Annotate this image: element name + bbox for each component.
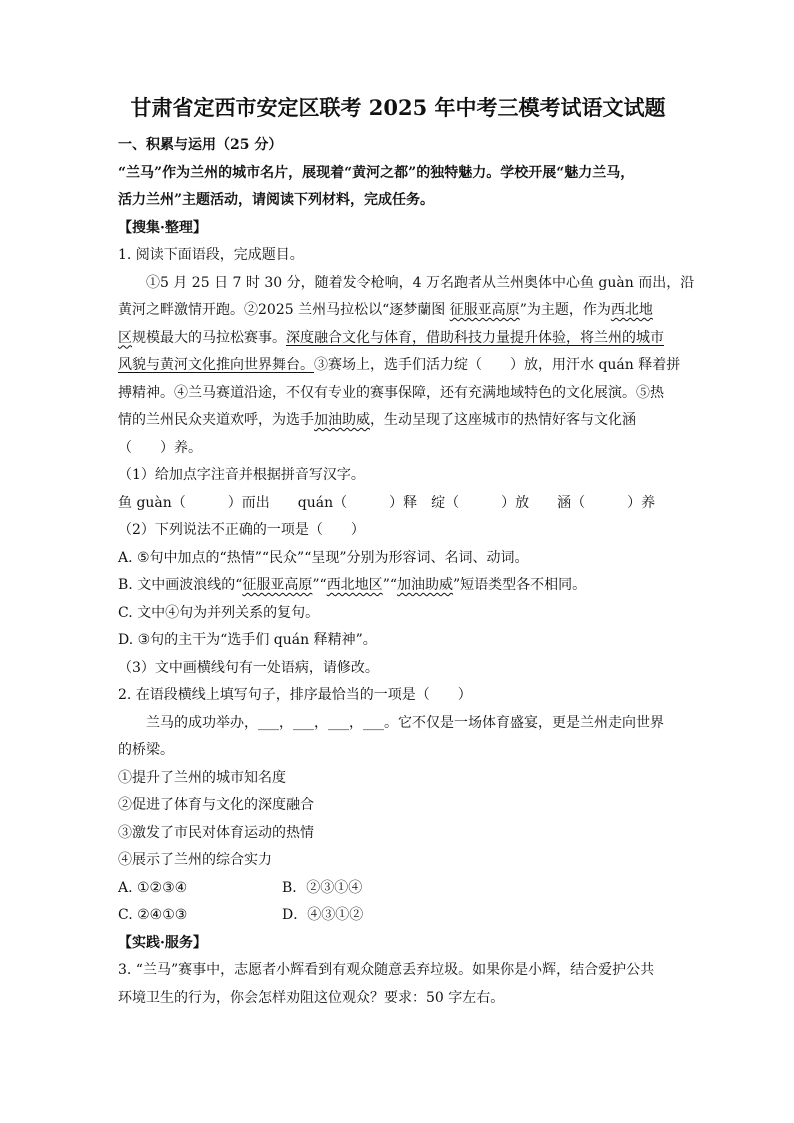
underlined-sentence-a: 深度融合文化与体育，借助科技力量提升体验，将兰州的城市 (286, 329, 664, 346)
passage-line-7: （ ）养。 (118, 439, 202, 456)
section-heading: 一、积累与运用（25 分） (118, 137, 283, 153)
question-3-line-1: 3. “兰马”赛事中，志愿者小辉看到有观众随意丢弃垃圾。如果你是小辉，结合爱护公共 (118, 962, 655, 978)
question-3-line-2: 环境卫生的行为，你会怎样劝阻这位观众？要求：50 字左右。 (118, 989, 505, 1006)
q2-item-4: ④展示了兰州的综合实力 (118, 852, 272, 868)
q2-body-line-2: 的桥梁。 (118, 742, 174, 758)
pinyin-blank-1: 鱼 guàn（ ）而出 (118, 494, 270, 511)
underlined-sentence-b: 风貌与黄河文化推向世界舞台。 (118, 357, 314, 373)
passage-line-5: 搏精神。④兰马赛道沿途，不仅有专业的赛事保障，还有充满地域特色的文化展演。⑤热 (118, 384, 664, 401)
passage-line-1: ①5 月 25 日 7 时 30 分，随着发令枪响，4 万名跑者从兰州奥体中心鱼 guàn 而出，沿 (146, 274, 695, 291)
subsection-collect: 【搜集·整理】 (118, 219, 207, 236)
subquestion-1: （1）给加点字注音并根据拼音写汉字。 (118, 467, 365, 483)
q2-option-d: D．④③①② (282, 907, 364, 923)
pinyin-blanks (118, 490, 678, 518)
passage-line-4: 风貌与黄河文化推向世界舞台。③赛场上，选手们活力绽（ ）放，用汗水 quán 释着拼 (118, 357, 681, 373)
pinyin-blank-4: 涵（ ）养 (557, 494, 656, 511)
subquestion-2: （2）下列说法不正确的一项是（ ） (118, 522, 365, 538)
subsection-practice: 【实践·服务】 (118, 934, 207, 951)
intro-line-2: 活力兰州”主题活动，请阅读下列材料，完成任务。 (118, 192, 435, 208)
option-b: B. 文中画波浪线的“征服亚高原”“西北地区”“加油助威”短语类型各不相同。 (118, 577, 587, 593)
wavy-phrase-1: 征服亚高原 (449, 302, 520, 318)
exam-content (118, 92, 695, 1012)
q2-body-line-1: 兰马的成功举办，___，___，___，___。它不仅是一场体育盛宴，更是兰州走向世界 (146, 714, 664, 731)
wavy-phrase-2a: 西北地 (610, 302, 653, 318)
exam-title: 甘肃省定西市安定区联考 2025 年中考三模考试语文试题 (130, 95, 666, 120)
option-c: C. 文中④句为并列关系的复句。 (118, 604, 320, 621)
q2-options-row-1 (118, 875, 678, 903)
q2-item-3: ③激发了市民对体育运动的热情 (118, 824, 314, 841)
question-2-stem: 2. 在语段横线上填写句子，排序最恰当的一项是（ ） (118, 687, 472, 703)
q2-option-b: B．②③①④ (282, 879, 363, 896)
passage-line-6: 情的兰州民众夹道欢呼，为选手加油助威，生动呈现了这座城市的热情好客与文化涵 (118, 412, 636, 428)
q2-option-a: A. ①②③④ (118, 879, 188, 896)
question-1-stem: 1. 阅读下面语段，完成题目。 (118, 247, 304, 263)
q2-options-row-2 (118, 902, 678, 930)
wavy-phrase-3: 加油助威 (314, 412, 370, 428)
option-d: D. ③句的主干为“选手们 quán 释精神”。 (118, 632, 377, 648)
subquestion-3: （3）文中画横线句有一处语病，请修改。 (118, 659, 379, 676)
pinyin-blank-3: 绽（ ）放 (431, 494, 530, 511)
passage-line-3: 区规模最大的马拉松赛事。深度融合文化与体育，借助科技力量提升体验，将兰州的城市 (118, 329, 664, 346)
intro-line-1: “兰马”作为兰州的城市名片，展现着“黄河之都”的独特魅力。学校开展“魅力兰马， (118, 164, 635, 181)
q2-option-c: C. ②④①③ (118, 907, 188, 923)
passage-line-2: 黄河之畔激情开跑。②2025 兰州马拉松以“逐梦蘭图 征服亚高原”为主题，作为西北地 (118, 302, 653, 318)
wavy-phrase-2b: 区 (118, 329, 132, 346)
pinyin-blank-2: quán（ ）释 (297, 494, 418, 511)
q2-item-1: ①提升了兰州的城市知名度 (118, 769, 286, 786)
option-a: A. ⑤句中加点的“热情”“民众”“呈现”分别为形容词、名词、动词。 (118, 549, 529, 566)
q2-item-2: ②促进了体育与文化的深度融合 (118, 797, 314, 813)
